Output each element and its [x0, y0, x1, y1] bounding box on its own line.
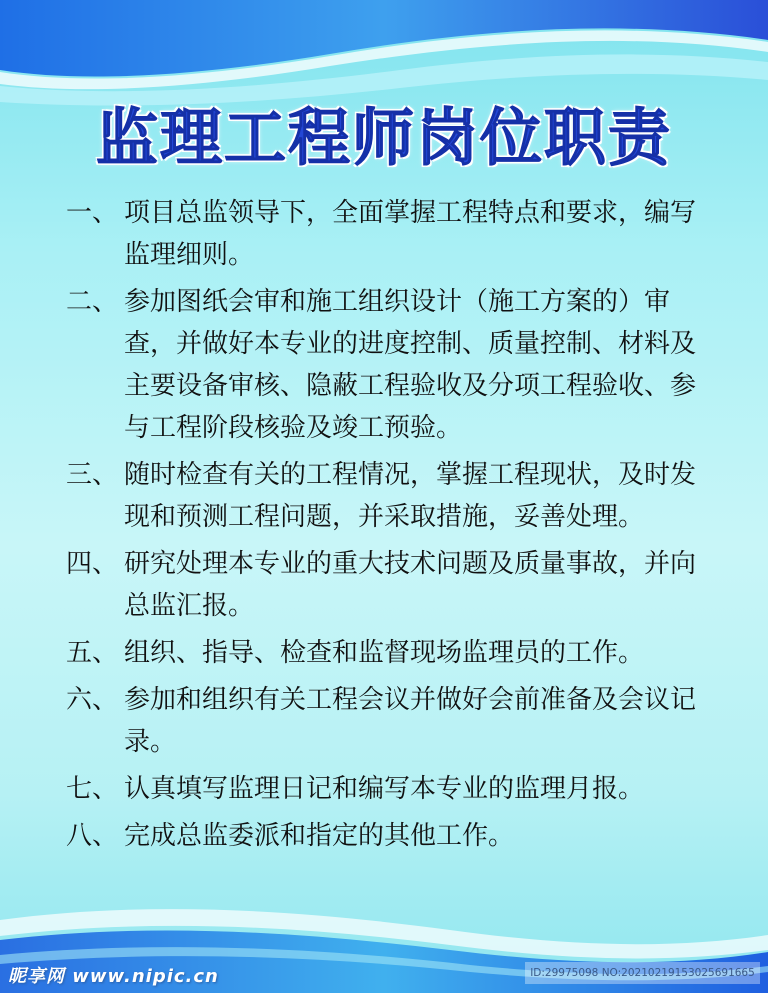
duty-number: 三、	[66, 460, 119, 490]
duty-number: 七、	[66, 774, 119, 804]
duty-number: 八、	[66, 821, 119, 851]
duty-text: 随时检查有关的工程情况，掌握工程现状，及时发现和预测工程问题，并采取措施，妥善处理。	[124, 460, 697, 532]
duty-text: 完成总监委派和指定的其他工作。	[124, 821, 515, 851]
duty-item-7	[66, 768, 706, 810]
duty-item-1	[66, 192, 706, 276]
duty-number: 二、	[66, 287, 119, 317]
watermark-logo: 昵享网 www.nipic.cn	[8, 966, 219, 987]
duty-number: 一、	[66, 198, 119, 228]
duty-number: 五、	[66, 638, 119, 668]
duty-number: 四、	[66, 549, 119, 579]
page-title: 监理工程师岗位职责	[95, 101, 672, 174]
duty-item-4	[66, 543, 706, 627]
duty-item-2	[66, 281, 706, 449]
duty-number: 六、	[66, 685, 119, 715]
duty-text: 参加和组织有关工程会议并做好会前准备及会议记录。	[124, 685, 697, 757]
duty-text: 项目总监领导下，全面掌握工程特点和要求，编写监理细则。	[124, 198, 697, 270]
duty-item-3	[66, 454, 706, 538]
duty-item-8	[66, 815, 706, 857]
duty-item-6	[66, 679, 706, 763]
watermark-id: ID:29975098 NO:20210219153025691665	[525, 962, 760, 984]
duty-text: 参加图纸会审和施工组织设计（施工方案的）审查，并做好本专业的进度控制、质量控制、材料及主要设备审核、隐蔽工程验收及分项工程验收、参与工程阶段核验及竣工预验。	[124, 287, 697, 443]
duty-text: 研究处理本专业的重大技术问题及质量事故，并向总监汇报。	[124, 549, 697, 621]
duty-text: 组织、指导、检查和监督现场监理员的工作。	[124, 638, 645, 668]
duty-item-5	[66, 632, 706, 674]
duty-text: 认真填写监理日记和编写本专业的监理月报。	[124, 774, 645, 804]
duty-list	[66, 192, 706, 862]
